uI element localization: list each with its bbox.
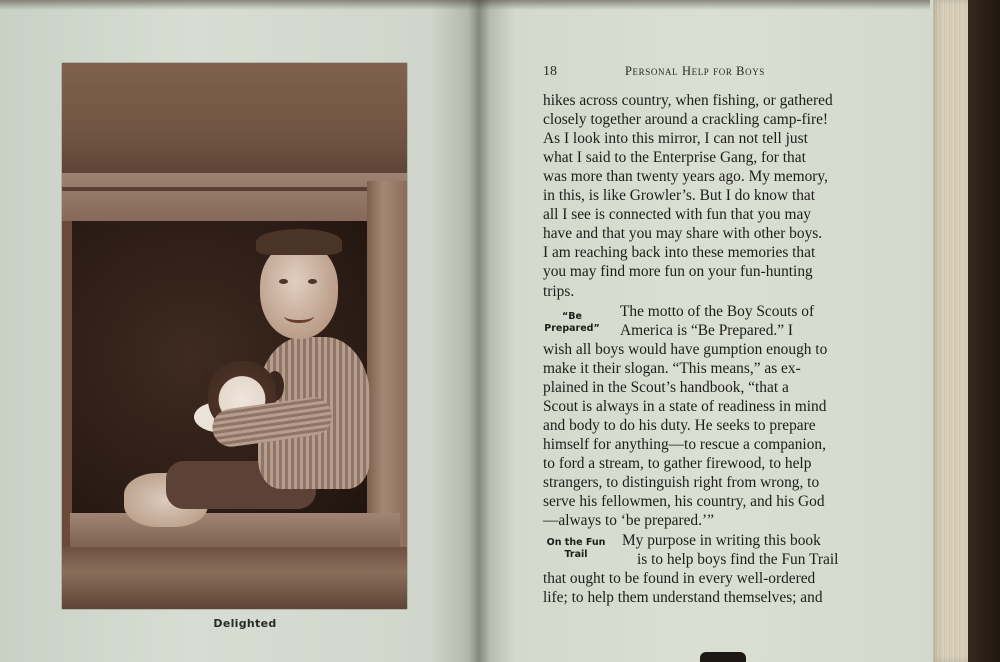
- sidenote-line: Trail: [564, 549, 588, 560]
- text-line: hikes across country, when fishing, or gathered: [543, 92, 833, 109]
- photograph-boy-with-puppy: [62, 63, 407, 609]
- text-line: I am reaching back into these memories that: [543, 244, 816, 261]
- text-line: America is “Be Prepared.” I: [620, 322, 794, 339]
- text-line: to ford a stream, to gather firewood, to help: [543, 455, 812, 472]
- boy-cap: [256, 229, 342, 255]
- text-line: trips.: [543, 283, 575, 300]
- text-line: and body to do his duty. He seeks to prepare: [543, 417, 816, 434]
- text-line: is to help boys find the Fun Trail: [637, 551, 839, 568]
- text-line: what I said to the Enterprise Gang, for that: [543, 149, 806, 166]
- text-line: My purpose in writing this book: [622, 532, 821, 549]
- page-number: 18: [543, 64, 557, 79]
- text-line: wish all boys would have gumption enough to: [543, 341, 828, 358]
- text-line: plained in the Scout’s handbook, “that a: [543, 379, 789, 396]
- text-line: in this, is like Growler’s. But I do know that: [543, 187, 816, 204]
- text-line: closely together around a crackling camp-fire!: [543, 111, 829, 128]
- text-line: As I look into this mirror, I can not tell just: [543, 130, 808, 147]
- photo-caption: Delighted: [213, 617, 277, 630]
- ribbon-bookmark: [700, 652, 746, 662]
- text-line: you may find more fun on your fun-hunting: [543, 263, 813, 280]
- text-line: Scout is always in a state of readiness in mind: [543, 398, 827, 415]
- text-line: serve his fellowmen, his country, and his God: [543, 493, 825, 510]
- boy-eye: [308, 279, 317, 284]
- text-line: strangers, to distinguish right from wrong, to: [543, 474, 820, 491]
- text-line: was more than twenty years ago. My memory,: [543, 168, 828, 185]
- sidenote-line: On the Fun: [546, 537, 606, 548]
- text-line: all I see is connected with fun that you may: [543, 206, 811, 223]
- text-line: that ought to be found in every well-ordered: [543, 570, 816, 587]
- running-head: Personal Help for Boys: [625, 64, 765, 78]
- top-shadow: [0, 0, 930, 10]
- book-gutter: [468, 0, 490, 662]
- wooden-post: [367, 181, 407, 551]
- roof-eave: [62, 63, 407, 173]
- threshold-board: [70, 513, 400, 547]
- boy-smile: [284, 309, 314, 323]
- text-line: make it their slogan. “This means,” as ex-: [543, 360, 801, 377]
- beam-shadow: [62, 187, 407, 191]
- sidenote-be-prepared: [543, 311, 601, 335]
- text-line: —always to ‘be prepared.’”: [543, 512, 714, 529]
- page-block-edge: [930, 0, 968, 662]
- text-line: have and that you may share with other boys.: [543, 225, 823, 242]
- wooden-beam: [62, 173, 407, 221]
- text-line: life; to help them understand themselves; and: [543, 589, 823, 606]
- ground: [62, 547, 407, 609]
- boy-face: [260, 243, 338, 339]
- sidenote-line: Prepared”: [544, 323, 600, 334]
- boy-eye: [279, 279, 288, 284]
- text-line: The motto of the Boy Scouts of: [620, 303, 815, 320]
- text-line: himself for anything—to rescue a companion,: [543, 436, 826, 453]
- sidenote-line: “Be: [562, 311, 582, 322]
- sidenote-fun-trail: [541, 537, 611, 561]
